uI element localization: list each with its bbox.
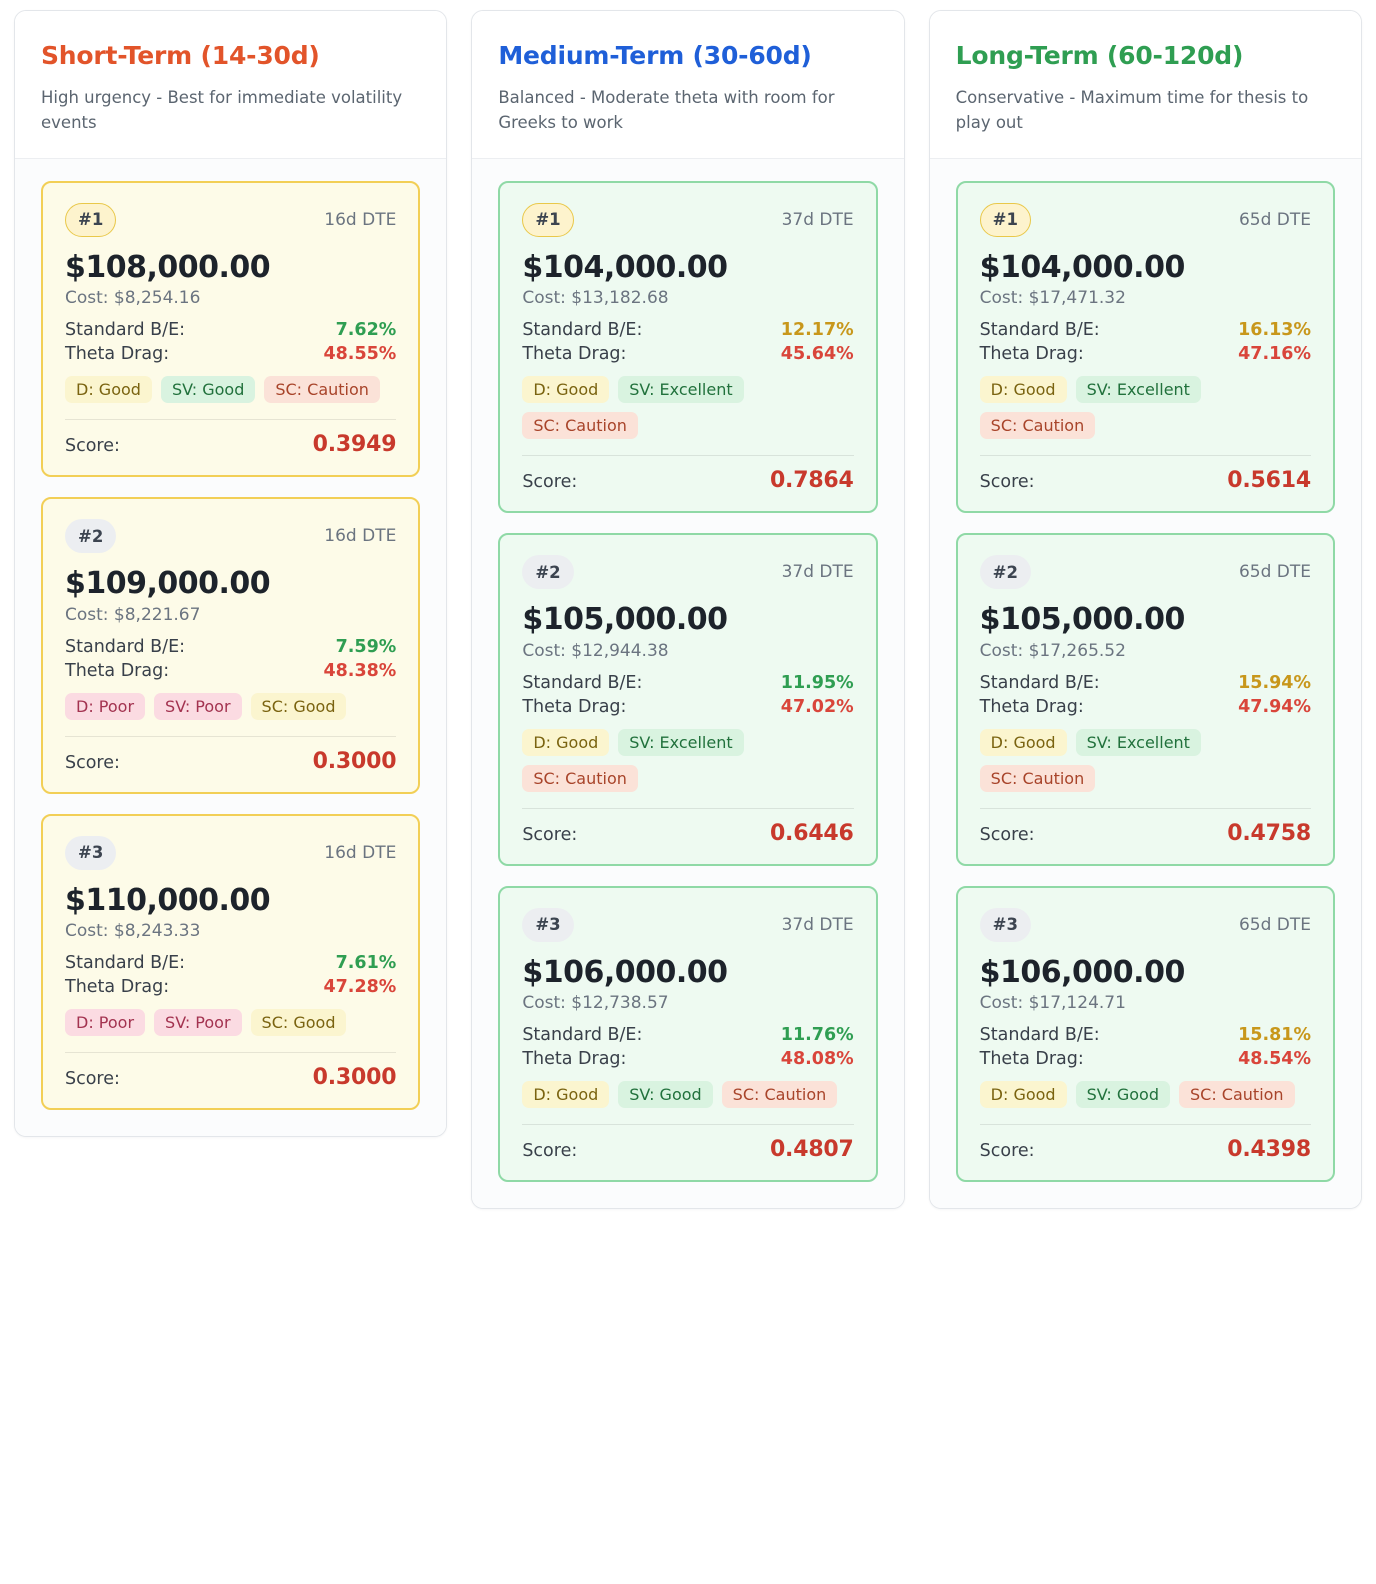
metric-label: Standard B/E: bbox=[522, 320, 643, 341]
metric-row bbox=[522, 1049, 853, 1069]
strike-price: $108,000.00 bbox=[65, 249, 271, 285]
column-header bbox=[930, 11, 1361, 159]
score-label: Score: bbox=[65, 436, 120, 457]
rank-badge: #1 bbox=[65, 203, 116, 237]
metric-label: Standard B/E: bbox=[65, 636, 186, 657]
column-header bbox=[15, 11, 446, 159]
grade-tag: SC: Good bbox=[251, 1009, 347, 1036]
score-value: 0.3949 bbox=[312, 432, 397, 458]
score-label: Score: bbox=[979, 472, 1035, 493]
tag-list bbox=[980, 729, 1311, 792]
metric-row bbox=[65, 661, 396, 681]
score-label: Score: bbox=[979, 1141, 1035, 1162]
tag-list bbox=[65, 693, 396, 720]
grade-tag: SC: Caution bbox=[264, 376, 380, 403]
grade-tag: SV: Excellent bbox=[1076, 376, 1201, 403]
dte-label: 65d DTE bbox=[1238, 914, 1311, 935]
metric-value: 11.95% bbox=[780, 672, 854, 693]
tag-list bbox=[522, 729, 853, 792]
cost-label: Cost: $17,265.52 bbox=[979, 640, 1126, 661]
score-value: 0.4758 bbox=[1227, 820, 1311, 846]
grade-tag: D: Good bbox=[522, 1081, 609, 1108]
metric-row bbox=[522, 697, 853, 717]
metric-row bbox=[65, 637, 396, 657]
rank-badge: #1 bbox=[522, 203, 573, 237]
cost-label: Cost: $17,471.32 bbox=[979, 288, 1126, 309]
score-row bbox=[980, 1137, 1311, 1162]
score-label: Score: bbox=[522, 472, 578, 493]
tag-list bbox=[65, 1009, 396, 1036]
card-divider bbox=[980, 1124, 1311, 1125]
metric-label: Theta Drag: bbox=[65, 977, 170, 998]
card-header bbox=[980, 203, 1311, 237]
metric-row bbox=[65, 953, 396, 973]
tag-list bbox=[522, 376, 853, 439]
score-value: 0.7864 bbox=[769, 468, 854, 494]
card-divider bbox=[522, 455, 853, 456]
dte-label: 65d DTE bbox=[1238, 562, 1311, 583]
grade-tag: SV: Poor bbox=[154, 693, 242, 720]
grade-tag: D: Good bbox=[980, 1081, 1067, 1108]
metric-value: 47.28% bbox=[323, 977, 397, 998]
metric-row bbox=[522, 320, 853, 340]
score-label: Score: bbox=[522, 824, 578, 845]
metric-row bbox=[522, 1025, 853, 1045]
score-row bbox=[980, 468, 1311, 493]
score-row bbox=[522, 821, 853, 846]
tag-list bbox=[980, 1081, 1311, 1108]
metric-label: Standard B/E: bbox=[65, 320, 186, 341]
card-divider bbox=[980, 808, 1311, 809]
cost-label: Cost: $13,182.68 bbox=[522, 288, 669, 309]
strike-price: $105,000.00 bbox=[979, 602, 1185, 638]
card-divider bbox=[980, 455, 1311, 456]
tag-list bbox=[65, 376, 396, 403]
score-row bbox=[980, 821, 1311, 846]
rank-badge: #2 bbox=[65, 519, 116, 553]
score-value: 0.4807 bbox=[769, 1137, 854, 1163]
dte-label: 16d DTE bbox=[324, 526, 397, 547]
strike-price: $106,000.00 bbox=[979, 954, 1185, 990]
metric-label: Theta Drag: bbox=[522, 696, 627, 717]
metric-label: Theta Drag: bbox=[65, 344, 170, 365]
card-header bbox=[65, 836, 396, 870]
grade-tag: D: Good bbox=[522, 376, 609, 403]
dte-label: 65d DTE bbox=[1238, 209, 1311, 230]
dte-label: 37d DTE bbox=[781, 562, 854, 583]
column-title: Short-Term (14-30d) bbox=[41, 41, 320, 70]
metric-row bbox=[65, 977, 396, 997]
term-column bbox=[471, 10, 904, 1209]
strike-price: $104,000.00 bbox=[979, 249, 1185, 285]
option-card[interactable] bbox=[498, 181, 877, 514]
column-subtitle: High urgency - Best for immediate volatility events bbox=[41, 88, 403, 132]
score-label: Score: bbox=[979, 824, 1035, 845]
grade-tag: SV: Poor bbox=[154, 1009, 242, 1036]
grade-tag: SV: Excellent bbox=[1076, 729, 1201, 756]
grade-tag: D: Poor bbox=[65, 693, 145, 720]
metric-label: Standard B/E: bbox=[979, 672, 1100, 693]
grade-tag: SC: Caution bbox=[722, 1081, 838, 1108]
grade-tag: SC: Caution bbox=[522, 765, 638, 792]
option-card[interactable] bbox=[41, 497, 420, 794]
option-card[interactable] bbox=[41, 181, 420, 478]
metric-row bbox=[65, 320, 396, 340]
option-card[interactable] bbox=[956, 533, 1335, 866]
metric-label: Standard B/E: bbox=[979, 320, 1100, 341]
grade-tag: SC: Good bbox=[251, 693, 347, 720]
grade-tag: SV: Excellent bbox=[618, 376, 743, 403]
card-header bbox=[522, 203, 853, 237]
metric-row bbox=[980, 1025, 1311, 1045]
metric-value: 47.02% bbox=[780, 696, 854, 717]
grade-tag: D: Poor bbox=[65, 1009, 145, 1036]
card-header bbox=[65, 519, 396, 553]
card-divider bbox=[65, 419, 396, 420]
metric-value: 48.38% bbox=[323, 660, 397, 681]
metric-label: Standard B/E: bbox=[522, 1025, 643, 1046]
card-divider bbox=[65, 1052, 396, 1053]
score-value: 0.3000 bbox=[312, 1065, 397, 1091]
metric-row bbox=[65, 344, 396, 364]
metric-row bbox=[980, 320, 1311, 340]
grade-tag: D: Good bbox=[522, 729, 609, 756]
metric-value: 48.55% bbox=[323, 344, 397, 365]
card-header bbox=[980, 908, 1311, 942]
metric-value: 15.94% bbox=[1238, 672, 1311, 693]
metric-label: Theta Drag: bbox=[979, 344, 1084, 365]
cost-label: Cost: $17,124.71 bbox=[979, 993, 1126, 1014]
metric-value: 7.61% bbox=[335, 953, 397, 974]
metric-value: 11.76% bbox=[780, 1025, 854, 1046]
score-row bbox=[522, 468, 853, 493]
score-row bbox=[65, 432, 396, 457]
grade-tag: D: Good bbox=[980, 729, 1067, 756]
strike-price: $104,000.00 bbox=[522, 249, 728, 285]
metric-value: 16.13% bbox=[1238, 320, 1311, 341]
cost-label: Cost: $8,221.67 bbox=[65, 604, 201, 625]
cost-label: Cost: $8,243.33 bbox=[65, 921, 201, 942]
column-title: Medium-Term (30-60d) bbox=[498, 41, 812, 70]
rank-badge: #3 bbox=[65, 836, 116, 870]
metric-label: Theta Drag: bbox=[65, 660, 170, 681]
metric-label: Theta Drag: bbox=[979, 696, 1084, 717]
grade-tag: SC: Caution bbox=[522, 412, 638, 439]
grade-tag: SV: Good bbox=[618, 1081, 712, 1108]
strike-price: $110,000.00 bbox=[65, 882, 271, 918]
card-header bbox=[980, 555, 1311, 589]
card-header bbox=[522, 908, 853, 942]
cost-label: Cost: $12,738.57 bbox=[522, 993, 669, 1014]
column-subtitle: Conservative - Maximum time for thesis to play out bbox=[955, 88, 1309, 132]
grade-tag: D: Good bbox=[65, 376, 152, 403]
metric-label: Theta Drag: bbox=[522, 344, 627, 365]
option-card[interactable] bbox=[956, 181, 1335, 514]
option-card[interactable] bbox=[956, 886, 1335, 1183]
column-body bbox=[930, 159, 1361, 1209]
score-label: Score: bbox=[522, 1141, 578, 1162]
metric-value: 15.81% bbox=[1238, 1025, 1311, 1046]
metric-label: Standard B/E: bbox=[522, 672, 643, 693]
metric-value: 47.16% bbox=[1238, 344, 1311, 365]
metric-value: 12.17% bbox=[780, 320, 854, 341]
grade-tag: SC: Caution bbox=[980, 765, 1096, 792]
rank-badge: #3 bbox=[980, 908, 1031, 942]
score-label: Score: bbox=[65, 1069, 120, 1090]
score-row bbox=[522, 1137, 853, 1162]
metric-value: 7.62% bbox=[335, 320, 397, 341]
metric-row bbox=[980, 1049, 1311, 1069]
rank-badge: #3 bbox=[522, 908, 573, 942]
dte-label: 16d DTE bbox=[324, 209, 397, 230]
term-column bbox=[929, 10, 1362, 1209]
option-card[interactable] bbox=[498, 886, 877, 1183]
card-divider bbox=[65, 736, 396, 737]
grade-tag: SV: Excellent bbox=[618, 729, 743, 756]
dte-label: 37d DTE bbox=[781, 209, 854, 230]
rank-badge: #2 bbox=[980, 555, 1031, 589]
strike-price: $106,000.00 bbox=[522, 954, 728, 990]
column-title: Long-Term (60-120d) bbox=[955, 41, 1244, 70]
score-value: 0.5614 bbox=[1227, 468, 1311, 494]
metric-value: 45.64% bbox=[780, 344, 854, 365]
metric-row bbox=[980, 344, 1311, 364]
column-subtitle: Balanced - Moderate theta with room for Greeks to work bbox=[498, 88, 835, 132]
rank-badge: #1 bbox=[980, 203, 1031, 237]
cost-label: Cost: $12,944.38 bbox=[522, 640, 669, 661]
card-divider bbox=[522, 808, 853, 809]
score-value: 0.3000 bbox=[312, 748, 397, 774]
column-body bbox=[15, 159, 446, 1137]
strike-price: $109,000.00 bbox=[65, 566, 271, 602]
rank-badge: #2 bbox=[522, 555, 573, 589]
metric-row bbox=[980, 697, 1311, 717]
card-divider bbox=[522, 1124, 853, 1125]
metric-row bbox=[980, 673, 1311, 693]
metric-value: 7.59% bbox=[335, 636, 397, 657]
score-label: Score: bbox=[65, 752, 120, 773]
metric-value: 47.94% bbox=[1238, 696, 1311, 717]
metric-row bbox=[522, 344, 853, 364]
score-row bbox=[65, 749, 396, 774]
grade-tag: SC: Caution bbox=[1179, 1081, 1295, 1108]
metric-value: 48.54% bbox=[1238, 1049, 1311, 1070]
card-header bbox=[65, 203, 396, 237]
dte-label: 37d DTE bbox=[781, 914, 854, 935]
metric-value: 48.08% bbox=[780, 1049, 854, 1070]
option-card[interactable] bbox=[498, 533, 877, 866]
grade-tag: D: Good bbox=[980, 376, 1067, 403]
column-header bbox=[472, 11, 903, 159]
strike-price: $105,000.00 bbox=[522, 602, 728, 638]
option-card[interactable] bbox=[41, 814, 420, 1111]
grade-tag: SV: Good bbox=[1076, 1081, 1170, 1108]
grade-tag: SC: Caution bbox=[980, 412, 1096, 439]
metric-label: Standard B/E: bbox=[65, 953, 186, 974]
tag-list bbox=[980, 376, 1311, 439]
tag-list bbox=[522, 1081, 853, 1108]
grade-tag: SV: Good bbox=[161, 376, 255, 403]
cost-label: Cost: $8,254.16 bbox=[65, 288, 201, 309]
score-row bbox=[65, 1065, 396, 1090]
score-value: 0.4398 bbox=[1227, 1137, 1311, 1163]
metric-label: Theta Drag: bbox=[522, 1049, 627, 1070]
dte-label: 16d DTE bbox=[324, 842, 397, 863]
metric-label: Theta Drag: bbox=[979, 1049, 1084, 1070]
column-body bbox=[472, 159, 903, 1209]
score-value: 0.6446 bbox=[769, 820, 854, 846]
metric-row bbox=[522, 673, 853, 693]
metric-label: Standard B/E: bbox=[979, 1025, 1100, 1046]
card-header bbox=[522, 555, 853, 589]
term-column bbox=[14, 10, 447, 1137]
